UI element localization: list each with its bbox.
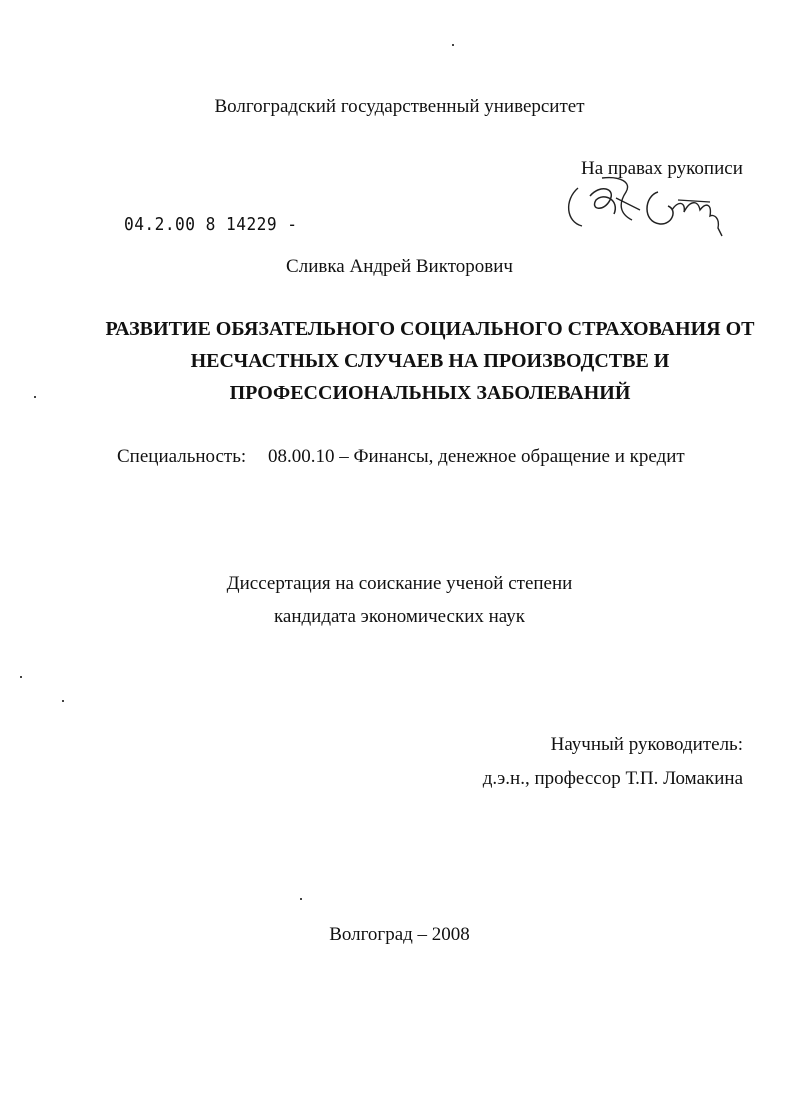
scan-speck [20, 676, 22, 678]
scan-speck [452, 44, 454, 46]
title-line: РАЗВИТИЕ ОБЯЗАТЕЛЬНОГО СОЦИАЛЬНОГО СТРАХОВАНИЯ ОТ [105, 318, 755, 340]
dissertation-title [60, 313, 799, 409]
title-line: НЕСЧАСТНЫХ СЛУЧАЕВ НА ПРОИЗВОДСТВЕ И [190, 350, 670, 372]
degree-line: кандидата экономических наук [273, 606, 526, 627]
author-name: Сливка Андрей Викторович [286, 256, 513, 277]
scan-speck [300, 898, 302, 900]
scan-speck [34, 396, 36, 398]
city-year: Волгоград – 2008 [329, 924, 470, 945]
scan-speck [62, 700, 64, 702]
title-line: ПРОФЕССИОНАЛЬНЫХ ЗАБОЛЕВАНИЙ [229, 382, 631, 404]
supervisor-label: Научный руководитель: [550, 734, 743, 755]
specialty-value: 08.00.10 – Финансы, денежное обращение и кредит [268, 446, 685, 467]
university-name: Волгоградский государственный университет [214, 96, 585, 117]
supervisor-name: д.э.н., профессор Т.П. Ломакина [482, 768, 743, 789]
degree-line: Диссертация на соискание ученой степени [226, 573, 573, 594]
manuscript-note: На правах рукописи [581, 158, 743, 179]
specialty-label: Специальность: [117, 446, 247, 467]
archive-stamp-number: 04.2.00 8 14229 - [124, 214, 298, 235]
signature-icon [560, 170, 735, 240]
